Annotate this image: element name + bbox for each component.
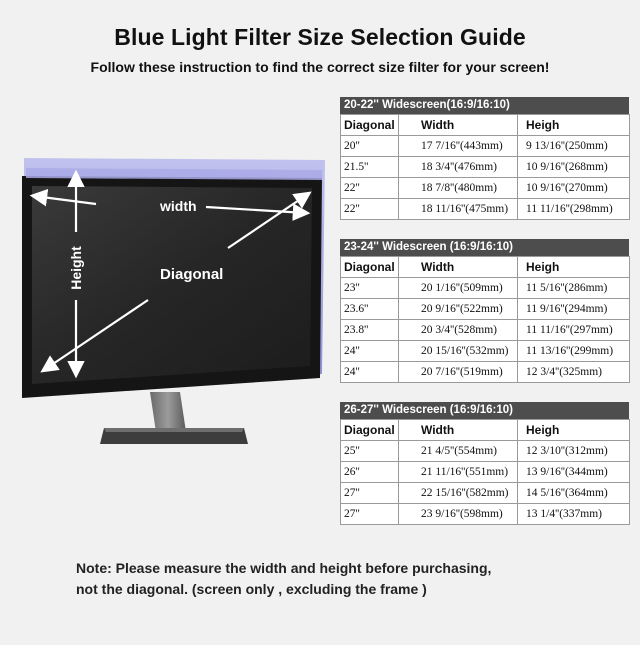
table-row <box>341 320 630 341</box>
cell-height: 11 13/16''(299mm) <box>518 341 630 362</box>
monitor-stand <box>100 392 248 444</box>
cell-width: 23 9/16''(598mm) <box>399 504 518 525</box>
page-subtitle: Follow these instruction to find the correct size filter for your screen! <box>90 59 550 75</box>
cell-height: 13 1/4''(337mm) <box>518 504 630 525</box>
diagonal-label: Diagonal <box>160 266 224 283</box>
cell-diagonal: 22'' <box>341 178 399 199</box>
cell-height: 11 11/16''(298mm) <box>518 199 630 220</box>
column-header-height: Heigh <box>518 115 630 136</box>
table-row <box>341 299 630 320</box>
column-header-diagonal: Diagonal <box>341 115 399 136</box>
cell-height: 11 5/16''(286mm) <box>518 278 630 299</box>
column-header-diagonal: Diagonal <box>341 420 399 441</box>
note-line-1: Note: Please measure the width and height before purchasing, <box>76 560 492 576</box>
column-header-row <box>341 420 630 441</box>
table-row <box>341 462 630 483</box>
cell-width: 22 15/16''(582mm) <box>399 483 518 504</box>
cell-width: 20 7/16''(519mm) <box>399 362 518 383</box>
size-table <box>340 419 630 525</box>
cell-width: 20 15/16''(532mm) <box>399 341 518 362</box>
cell-width: 18 7/8''(480mm) <box>399 178 518 199</box>
table-header: 26-27'' Widescreen (16:9/16:10) <box>340 402 629 419</box>
table-row <box>341 483 630 504</box>
cell-diagonal: 20'' <box>341 136 399 157</box>
cell-width: 21 11/16''(551mm) <box>399 462 518 483</box>
measurement-note <box>76 558 596 600</box>
cell-diagonal: 22'' <box>341 199 399 220</box>
cell-diagonal: 27'' <box>341 483 399 504</box>
cell-height: 13 9/16''(344mm) <box>518 462 630 483</box>
filter-top-edge <box>26 168 322 180</box>
column-header-row <box>341 257 630 278</box>
cell-diagonal: 26'' <box>341 462 399 483</box>
cell-width: 17 7/16''(443mm) <box>399 136 518 157</box>
table-row <box>341 199 630 220</box>
cell-width: 20 3/4''(528mm) <box>399 320 518 341</box>
cell-diagonal: 23.6'' <box>341 299 399 320</box>
column-header-diagonal: Diagonal <box>341 257 399 278</box>
column-header-height: Heigh <box>518 257 630 278</box>
cell-width: 21 4/5''(554mm) <box>399 441 518 462</box>
cell-height: 11 11/16''(297mm) <box>518 320 630 341</box>
table-row <box>341 278 630 299</box>
column-header-width: Width <box>399 420 518 441</box>
column-header-width: Width <box>399 115 518 136</box>
cell-diagonal: 23.8'' <box>341 320 399 341</box>
cell-width: 20 9/16''(522mm) <box>399 299 518 320</box>
cell-width: 20 1/16''(509mm) <box>399 278 518 299</box>
cell-diagonal: 25'' <box>341 441 399 462</box>
cell-diagonal: 24'' <box>341 341 399 362</box>
size-table-23-24 <box>340 239 629 383</box>
cell-height: 11 9/16''(294mm) <box>518 299 630 320</box>
cell-diagonal: 27'' <box>341 504 399 525</box>
table-row <box>341 341 630 362</box>
table-row <box>341 504 630 525</box>
cell-diagonal: 21.5'' <box>341 157 399 178</box>
cell-height: 10 9/16''(268mm) <box>518 157 630 178</box>
cell-diagonal: 24'' <box>341 362 399 383</box>
cell-diagonal: 23'' <box>341 278 399 299</box>
table-row <box>341 157 630 178</box>
size-table-26-27 <box>340 402 629 525</box>
cell-height: 14 5/16''(364mm) <box>518 483 630 504</box>
table-header: 23-24'' Widescreen (16:9/16:10) <box>340 239 629 256</box>
cell-height: 9 13/16''(250mm) <box>518 136 630 157</box>
column-header-row <box>341 115 630 136</box>
cell-height: 12 3/10''(312mm) <box>518 441 630 462</box>
column-header-width: Width <box>399 257 518 278</box>
width-label: width <box>160 198 197 214</box>
table-row <box>341 441 630 462</box>
table-row <box>341 136 630 157</box>
table-row <box>341 362 630 383</box>
table-header: 20-22'' Widescreen(16:9/16:10) <box>340 97 629 114</box>
size-table <box>340 114 630 220</box>
cell-height: 10 9/16''(270mm) <box>518 178 630 199</box>
cell-height: 12 3/4''(325mm) <box>518 362 630 383</box>
table-row <box>341 178 630 199</box>
page-title: Blue Light Filter Size Selection Guide <box>114 24 526 50</box>
cell-width: 18 11/16''(475mm) <box>399 199 518 220</box>
size-table <box>340 256 630 383</box>
height-label: Height <box>67 246 84 290</box>
column-header-height: Heigh <box>518 420 630 441</box>
cell-width: 18 3/4''(476mm) <box>399 157 518 178</box>
size-table-20-22 <box>340 97 629 220</box>
note-line-2: not the diagonal. (screen only , excluding the frame ) <box>76 581 427 597</box>
